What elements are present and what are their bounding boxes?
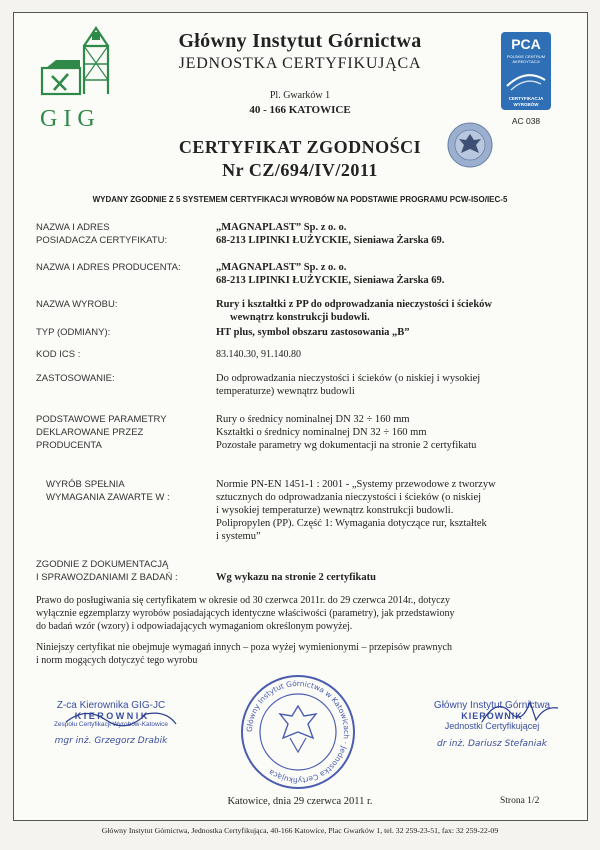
right-signature-org: Główny Instytut Górnictwa [433, 700, 551, 711]
use-value [216, 372, 566, 398]
requirements-line1: Normie PN-EN 1451-1 : 2001 - „Systemy przewodowe z tworzyw [216, 479, 496, 490]
holder-name: „MAGNAPLAST” Sp. z o. o. [216, 222, 347, 233]
right-signer-name: dr inż. Dariusz Stefaniak [437, 739, 547, 749]
pca-wave-icon [501, 66, 551, 92]
params-label-line1: PODSTAWOWE PARAMETRY [36, 414, 167, 425]
certificate-number: Nr CZ/694/IV/2011 [222, 160, 378, 180]
validity-line2: wyłącznie egzemplarzy wyrobów posiadających identyczne właściwości (parametry), jak przedstawiony [36, 608, 455, 619]
holder-label [36, 221, 167, 247]
holder-value [216, 221, 444, 247]
requirements-label-line1: WYRÓB SPEŁNIA [46, 479, 125, 490]
institute-name: Główny Instytut Górnictwa [178, 30, 422, 52]
gig-logo-text: GIG [40, 106, 101, 132]
product-line1: Rury i kształtki z PP do odprowadzania nieczystości i ścieków [216, 299, 493, 310]
right-handwritten-signature [412, 696, 572, 726]
params-value [216, 413, 476, 452]
requirements-value [216, 478, 566, 543]
holder-address: 68-213 LIPINKI ŁUŻYCKIE, Sieniawa Żarska 69. [216, 235, 445, 246]
product-value [216, 298, 492, 324]
documentation-value: Wg wykazu na stronie 2 certyfikatu [216, 572, 376, 583]
use-line1: Do odprowadzania nieczystości i ścieków (o niskiej i wysokiej [216, 373, 481, 384]
producer-name: „MAGNAPLAST” Sp. z o. o. [216, 262, 347, 273]
ics-label: KOD ICS : [36, 349, 81, 360]
pca-logo-text: PCA [511, 36, 541, 52]
pca-caption-top: POLSKIE CENTRUM AKREDYTACJI [506, 54, 546, 64]
left-signer-name: mgr inż. Grzegorz Drabik [54, 736, 168, 746]
documentation-label-line2: I SPRAWOZDANIAMI Z BADAŃ : [36, 572, 178, 583]
params-label-line2: DEKLAROWANE PRZEZ [36, 427, 144, 438]
params-label-line3: PRODUCENTA [36, 440, 102, 451]
validity-line3: do badań wzór (wzory) i odpowiadających wymaganiom określonym powyżej. [36, 621, 353, 632]
stamp-ring-text: Główny Instytut Górnictwa w Katowicach · Jednostka Certyfikująca [244, 678, 352, 786]
documentation-label [36, 558, 178, 584]
address-city: 40 - 166 KATOWICE [249, 104, 351, 116]
unit-name: JEDNOSTKA CERTYFIKUJĄCA [178, 55, 422, 72]
producer-address: 68-213 LIPINKI ŁUŻYCKIE, Sieniawa Żarska 69. [216, 275, 445, 286]
accreditation-number: AC 038 [511, 116, 541, 126]
issued-statement: WYDANY ZGODNIE Z 5 SYSTEMEM CERTYFIKACJI WYROBÓW NA PODSTAWIE PROGRAMU PCW-ISO/IEC-5 [92, 195, 508, 204]
round-stamp-icon [238, 672, 358, 792]
left-signature-role: K I E R O W N I K [74, 711, 148, 721]
left-handwritten-signature [46, 708, 196, 728]
place-and-date: Katowice, dnia 29 czerwca 2011 r. [227, 796, 373, 807]
validity-line1: Prawo do posługiwania się certyfikatem w okresie od 30 czerwca 2011r. do 29 czerwca 2014r., dotyczy [36, 595, 450, 606]
documentation-label-line1: ZGODNIE Z DOKUMENTACJĄ [36, 559, 169, 570]
pca-logo [501, 32, 551, 110]
producer-value [216, 261, 444, 287]
holder-label-line1: NAZWA I ADRES [36, 222, 110, 233]
scope-paragraph [36, 641, 576, 667]
requirements-line3: i wysokiej temperaturze) wewnątrz konstrukcji budowli. [216, 505, 454, 516]
ics-value: 83.140.30, 91.140.80 [216, 349, 301, 360]
params-label [36, 413, 167, 452]
requirements-line5: i systemu” [216, 531, 261, 542]
scope-line1: Niniejszy certyfikat nie obejmuje wymagań innych – poza wyżej wymienionymi – przepisów prawnych [36, 642, 452, 653]
right-signature-role: KIEROWNIK [461, 711, 523, 721]
product-line2: wewnątrz konstrukcji budowli. [230, 312, 370, 323]
type-label: TYP (ODMIANY): [36, 327, 111, 338]
type-value: HT plus, symbol obszaru zastosowania „B” [216, 327, 410, 338]
params-line3: Pozostałe parametry wg dokumentacji na stronie 2 certyfikatu [216, 440, 477, 451]
use-label: ZASTOSOWANIE: [36, 373, 115, 384]
left-signature-title: Z-ca Kierownika GIG-JC [56, 700, 166, 711]
page-number: Strona 1/2 [500, 796, 540, 806]
requirements-line2: sztucznych do odprowadzania nieczystości i ścieków (o niskiej [216, 492, 482, 503]
left-signature-dept: Zespołu Certyfikacji Wyrobów-Katowice [53, 721, 169, 728]
validity-paragraph [36, 594, 576, 633]
requirements-label [36, 478, 170, 504]
left-signature-block [36, 700, 186, 746]
requirements-label-line2: WYMAGANIA ZAWARTE W : [46, 492, 170, 503]
product-label: NAZWA WYROBU: [36, 299, 118, 310]
requirements-line4: Polipropylen (PP). Część 1: Wymagania dotyczące rur, kształtek [216, 518, 487, 529]
certificate-title: CERTYFIKAT ZGODNOŚCI [178, 137, 422, 157]
pca-caption-bottom: CERTYFIKACJA WYROBÓW [508, 96, 544, 107]
right-signature-block [412, 700, 572, 749]
holder-label-line2: POSIADACZA CERTYFIKATU: [36, 235, 168, 246]
params-line1: Rury o średnicy nominalnej DN 32 ÷ 160 mm [216, 414, 410, 425]
right-signature-unit: Jednostki Certyfikującej [444, 721, 540, 731]
params-line2: Kształtki o średnicy nominalnej DN 32 ÷ 160 mm [216, 427, 427, 438]
producer-label: NAZWA I ADRES PRODUCENTA: [36, 262, 181, 273]
footer-contact: Główny Instytut Górnictwa, Jednostka Certyfikująca, 40-166 Katowice, Plac Gwarków 1, tel. 32 259-23-51, fax: 32 259-22-09 [101, 826, 499, 835]
use-line2: temperaturze) wewnątrz budowli [216, 386, 355, 397]
round-stamp [238, 672, 358, 792]
scope-line2: i norm mogących dotyczyć tego wyrobu [36, 655, 198, 666]
address-street: Pl. Gwarków 1 [269, 90, 331, 101]
